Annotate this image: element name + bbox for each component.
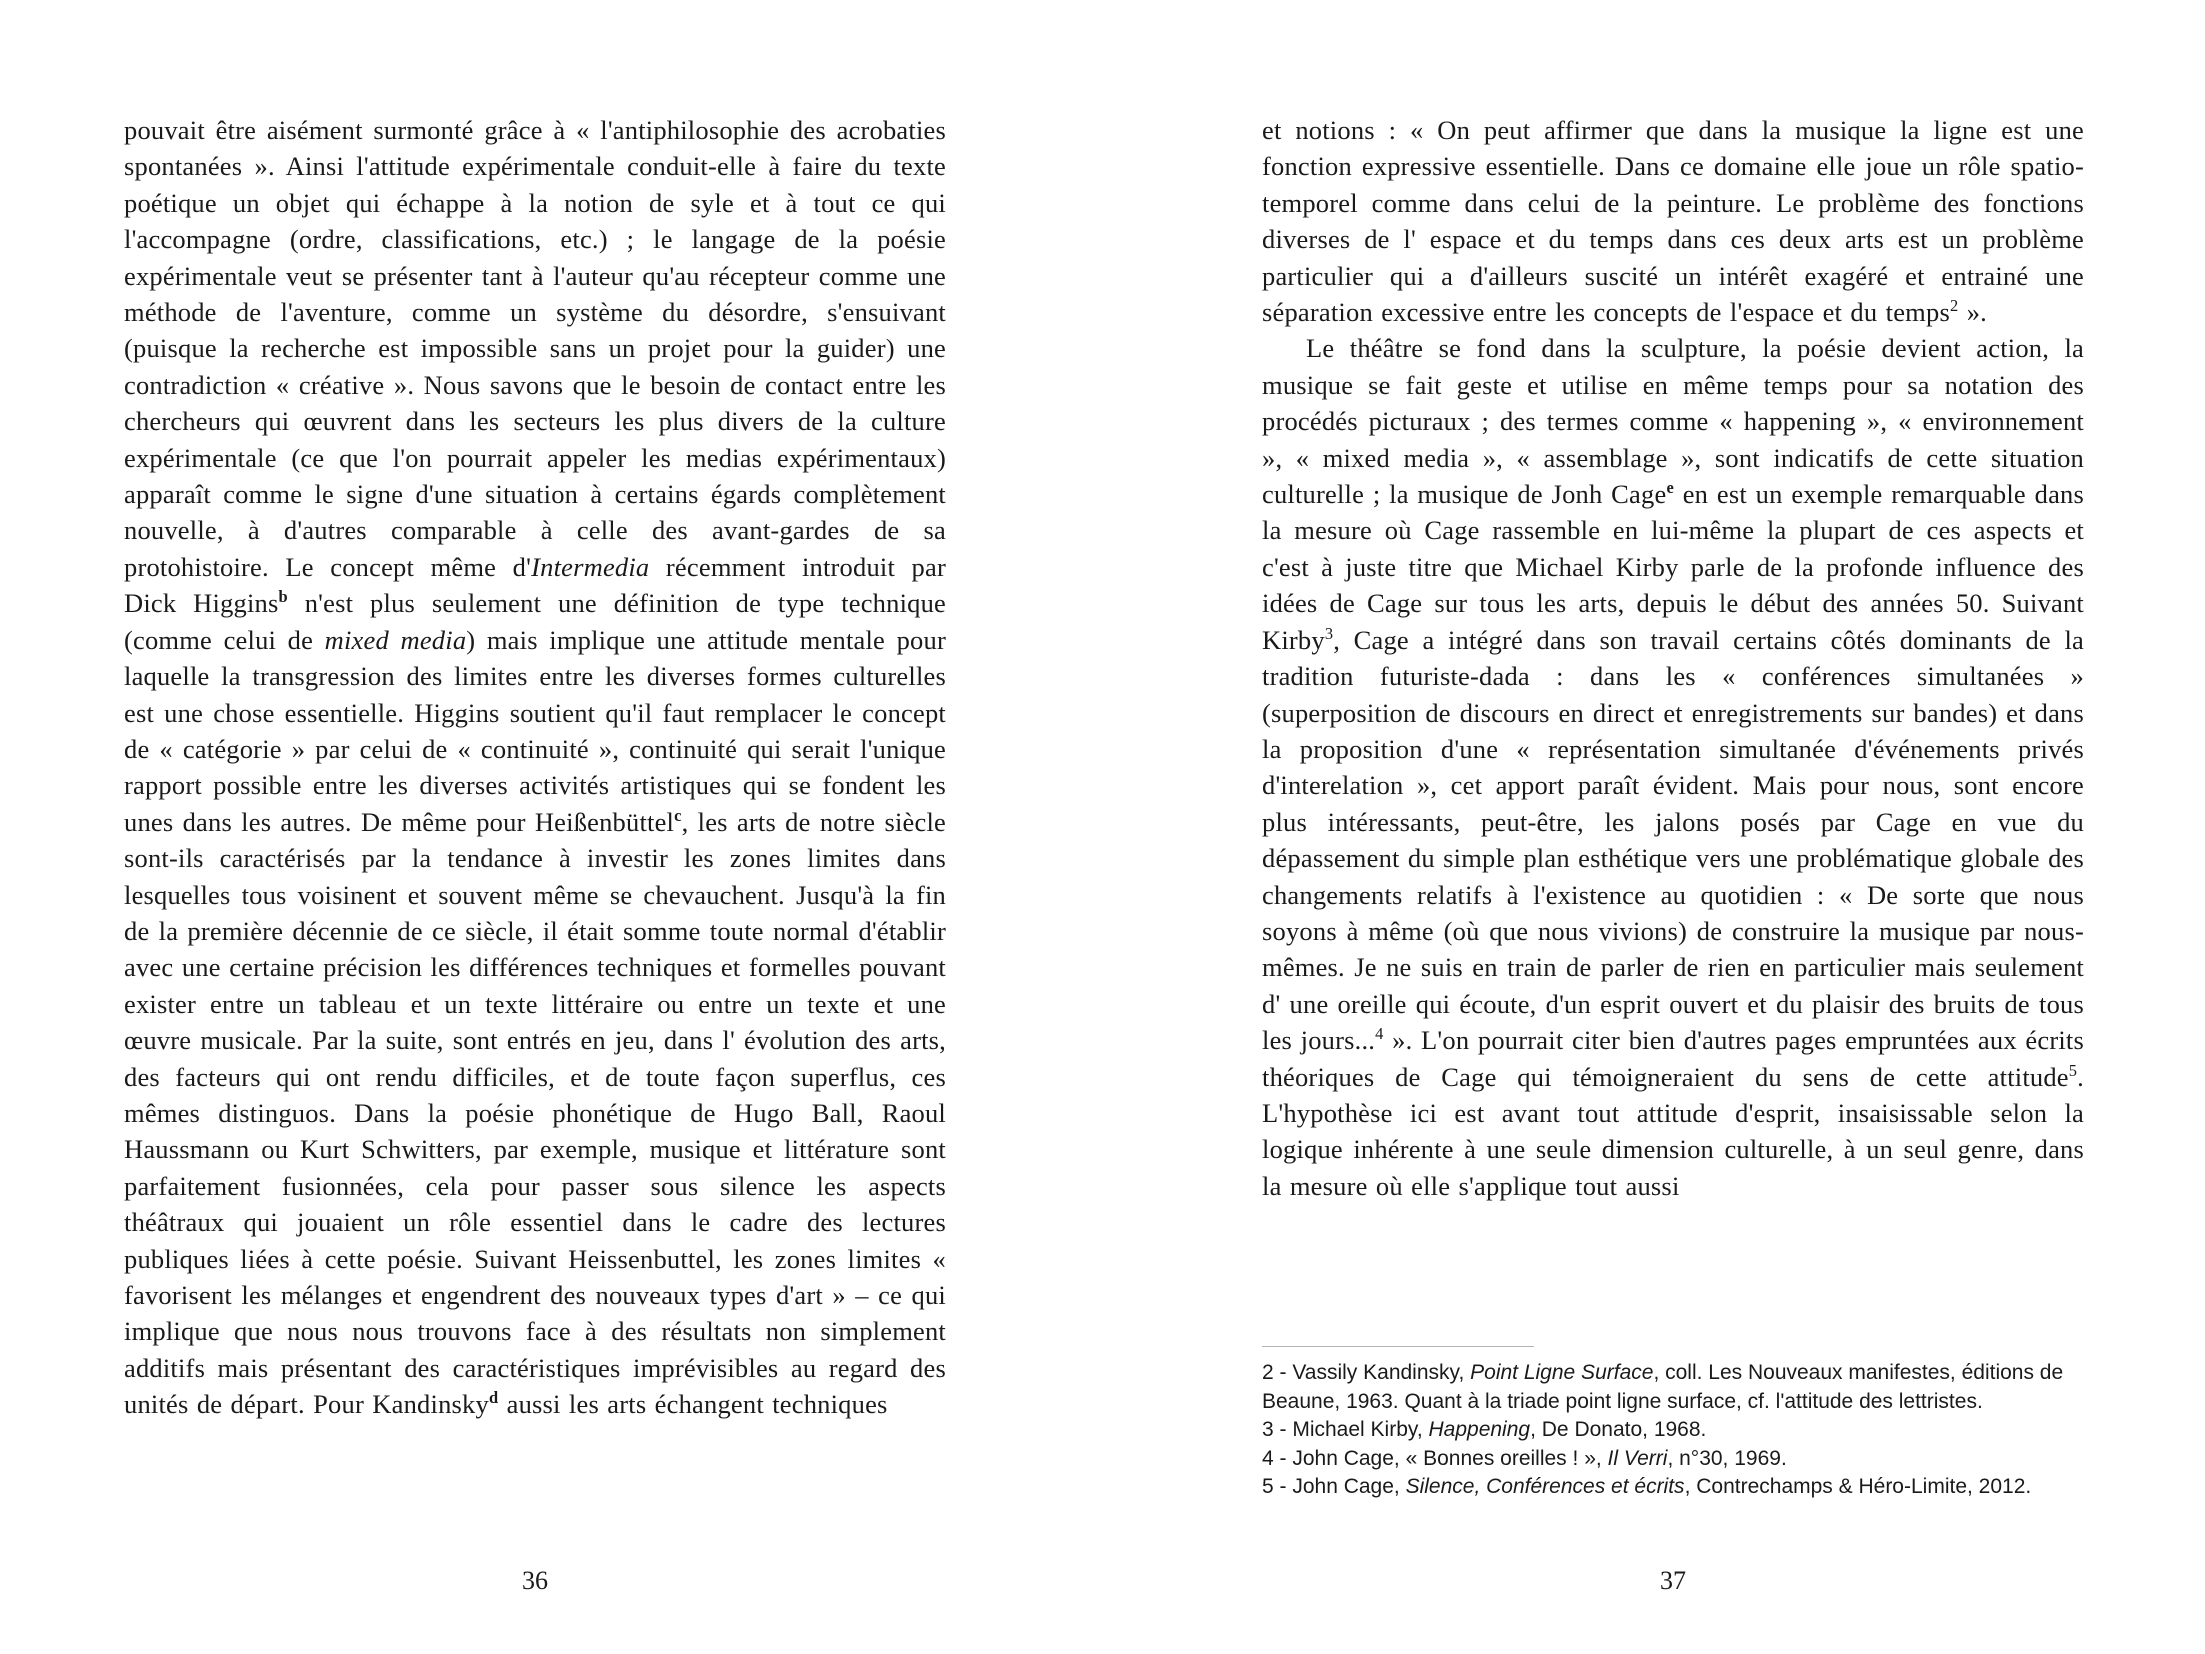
paragraph: pouvait être aisément surmonté grâce à « l'antiphilosophie des acrobaties spontanées ». Ainsi l'attitude expérimentale conduit-elle à faire du texte poétique un objet qui échappe à la notion de syle et à tout ce qui l'accompagne (ordre, classifications, etc.) ; le langage de la poésie expérimentale veut se présenter tant à l'auteur qu'au récepteur comme une méthode de l'aventure, comme un système du désordre, s'ensuivant (puisque la recherche est impossible sans un projet pour la guider) une contradiction « créative ». Nous savons que le besoin de contact entre les chercheurs qui œuvrent dans les secteurs les plus divers de la culture expérimentale (ce que l'on pourrait appeler les medias expérimentaux) apparaît comme le signe d'une situation à certains égards complètement nouvelle, à d'autres comparable à celle des avant-gardes de sa protohistoire. Le concept même d'Intermedia récemment introduit par Dick Higgins$^b$ n'est plus seulement une définition de type technique (comme celui de mixed media) mais implique une attitude mentale pour laquelle la transgression des limites entre les diverses formes culturelles est une chose essentielle. Higgins soutient qu'il faut remplacer le concept de « catégorie » par celui de « continuité », continuité qui serait l'unique rapport possible entre les diverses activités artistiques qui se fondent les unes dans les autres. De même pour Heißenbüttel$^c$, les arts de notre siècle sont-ils caractérisés par la tendance à investir les zones limites dans lesquelles tous voisinent et souvent même se chevauchent. Jusqu'à la fin de la première décennie de ce siècle, il était somme toute normal d'établir avec une certaine précision les différences techniques et formelles pouvant exister entre un tableau et un texte littéraire ou entre un texte et une œuvre musicale. Par la suite, sont entrés en jeu, dans l' évolution des arts, des facteurs qui ont rendu difficiles, et de toute façon superflus, ces mêmes distinguos. Dans la poésie phonétique de Hugo Ball, Raoul Haussmann ou Kurt Schwitters, par exemple, musique et littérature sont parfaitement fusionnées, cela pour passer sous silence les aspects théâtraux qui jouaient un rôle essentiel dans le cadre des lectures publiques liées à cette poésie. Suivant Heissenbuttel, les zones limites « favorisent les mélanges et engendrent des nouveaux types d'art » – ce qui implique que nous nous trouvons face à des résultats non simplement additifs mais présentant des caractéristiques imprévisibles au regard des unités de départ. Pour Kandinsky$^d$ aussi les arts échangent techniques	[124, 115, 947, 1420]
footnote: 4 - John Cage, « Bonnes oreilles ! », Il Verri, n°30, 1969.	[1262, 1446, 1787, 1470]
page-number-left: 36	[522, 1566, 548, 1595]
page-number-right: 37	[1660, 1566, 1686, 1595]
footnote: 2 - Vassily Kandinsky, Point Ligne Surface, coll. Les Nouveaux manifestes, éditions de Beaune, 1963. Quant à la triade point ligne surface, cf. l'attitude des lettristes.	[1262, 1361, 2064, 1413]
paragraph: et notions : « On peut affirmer que dans la musique la ligne est une fonction expressive essentielle. Dans ce domaine elle joue un rôle spatio-temporel comme dans celui de la peinture. Le problème des fonctions diverses de l' espace et du temps dans ces deux arts est un problème particulier qui a d'ailleurs suscité un intérêt exagéré et entrainé une séparation excessive entre les concepts de l'espace et du temps$^2$ ».	[1262, 115, 2084, 328]
left-page-text-block	[124, 112, 946, 1423]
footnote-separator	[1262, 1346, 1534, 1347]
footnotes-block	[1262, 1346, 2084, 1502]
right-page-text-block	[1262, 112, 2084, 1204]
footnote: 5 - John Cage, Silence, Conférences et écrits, Contrechamps & Héro-Limite, 2012.	[1262, 1475, 2032, 1498]
footnote: 3 - Michael Kirby, Happening, De Donato, 1968.	[1262, 1418, 1707, 1441]
paragraph: Le théâtre se fond dans la sculpture, la poésie devient action, la musique se fait geste et utilise en même temps pour sa notation des procédés picturaux ; des termes comme « happening », « environnement », « mixed media », « assemblage », sont indicatifs de cette situation culturelle ; la musique de Jonh Cage$^e$ en est un exemple remarquable dans la mesure où Cage rassemble en lui-même la plupart de ces aspects et c'est à juste titre que Michael Kirby parle de la profonde influence des idées de Cage sur tous les arts, depuis le début des années 50. Suivant Kirby$^3$, Cage a intégré dans son travail certains côtés dominants de la tradition futuriste-dada : dans les « conférences simultanées » (superposition de discours en direct et enregistrements sur bandes) et dans la proposition d'une « représentation simultanée d'événements privés d'interelation », cet apport paraît évident. Mais pour nous, sont encore plus intéressants, peut-être, les jalons posés par Cage en vue du dépassement du simple plan esthétique vers une problématique globale des changements relatifs à l'existence au quotidien : « De sorte que nous soyons à même (où que nous vivions) de construire la musique par nous-mêmes. Je ne suis en train de parler de rien en particulier mais seulement d' une oreille qui écoute, d'un esprit ouvert et du plaisir des bruits de tous les jours...$^4$ ». L'on pourrait citer bien d'autres pages empruntées aux écrits théoriques de Cage qui témoigneraient du sens de cette attitude$^5$. L'hypothèse ici est avant tout attitude d'esprit, insaisissable selon la logique inhérente à une seule dimension culturelle, à un seul genre, dans la mesure où elle s'applique tout aussi	[1262, 333, 2084, 1201]
